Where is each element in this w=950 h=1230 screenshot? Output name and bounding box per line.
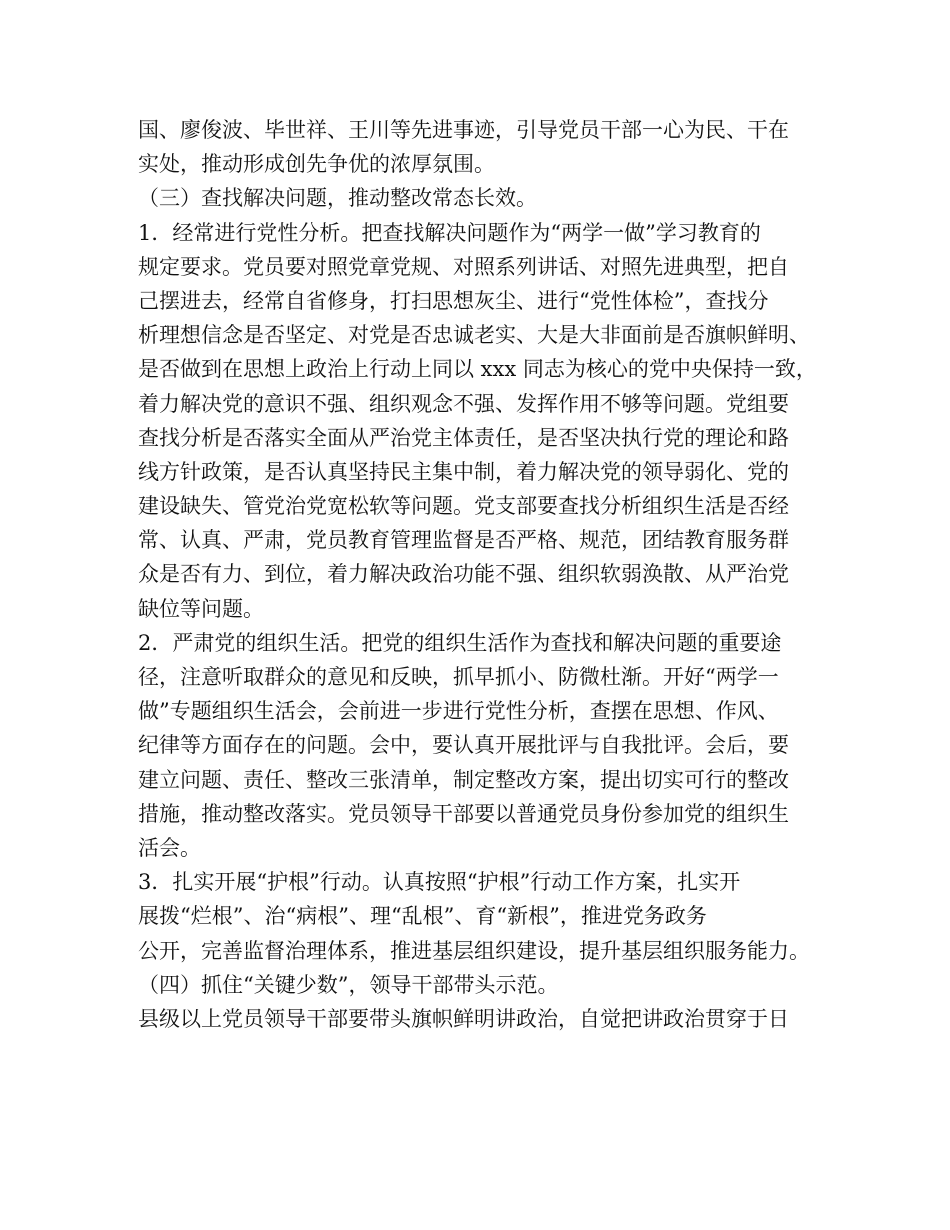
text-line: 规定要求。党员要对照党章党规、对照系列讲话、对照先进典型，把自: [138, 254, 789, 279]
text-line: 实处，推动形成创先争优的浓厚氛围。: [138, 152, 495, 177]
text-line: 建立问题、责任、整改三张清单，制定整改方案，提出切实可行的整改: [138, 767, 789, 792]
text-line: 线方针政策，是否认真坚持民主集中制，着力解决党的领导弱化、党的: [138, 459, 789, 484]
text-line: 做”专题组织生活会，会前进一步进行党性分析，查摆在思想、作风、: [138, 699, 779, 724]
section-heading: （四）抓住“关键少数”，领导干部带头示范。: [138, 972, 559, 997]
text-line: 径，注意听取群众的意见和反映，抓早抓小、防微杜渐。开好“两学一: [138, 665, 779, 689]
text-line: 1．经常进行党性分析。把查找解决问题作为“两学一做”学习教育的: [138, 220, 761, 245]
text-line: 缺位等问题。: [138, 596, 264, 621]
text-line: 着力解决党的意识不强、组织观念不强、发挥作用不够等问题。党组要: [138, 391, 789, 416]
text-line: 展拨“烂根”、治“病根”、理“乱根”、育“新根”，推进党务政务: [138, 904, 707, 929]
text-line: 众是否有力、到位，着力解决政治功能不强、组织软弱涣散、从严治党: [138, 562, 789, 587]
text-line: 公开，完善监督治理体系，推进基层组织建设，提升基层组织服务能力。: [138, 938, 810, 963]
text-line: 活会。: [138, 835, 201, 860]
text-line: 3．扎实开展“护根”行动。认真按照“护根”行动工作方案，扎实开: [138, 870, 741, 895]
text-line: 纪律等方面存在的问题。会中，要认真开展批评与自我批评。会后，要: [138, 733, 789, 758]
text-line: 是否做到在思想上政治上行动上同以 xxx 同志为核心的党中央保持一致，: [138, 357, 817, 382]
text-line: 析理想信念是否坚定、对党是否忠诚老实、大是大非面前是否旗帜鲜明、: [138, 323, 810, 348]
text-line: 措施，推动整改落实。党员领导干部要以普通党员身份参加党的组织生: [138, 801, 789, 826]
text-line: 查找分析是否落实全面从严治党主体责任，是否坚决执行党的理论和路: [138, 425, 789, 450]
text-line: 常、认真、严肃，党员教育管理监督是否严格、规范，团结教育服务群: [138, 528, 789, 553]
text-line: 建设缺失、管党治党宽松软等问题。党支部要查找分析组织生活是否经: [138, 494, 789, 519]
section-heading: （三）查找解决问题，推动整改常态长效。: [138, 186, 537, 211]
text-line: 国、廖俊波、毕世祥、王川等先进事迹，引导党员干部一心为民、干在: [138, 118, 789, 142]
document-body: [138, 113, 828, 1036]
text-line: 县级以上党员领导干部要带头旗帜鲜明讲政治，自觉把讲政治贯穿于日: [138, 1006, 789, 1031]
text-line: 2．严肃党的组织生活。把党的组织生活作为查找和解决问题的重要途: [138, 630, 782, 655]
text-line: 己摆进去，经常自省修身，打扫思想灰尘、进行“党性体检”，查找分: [138, 288, 769, 313]
